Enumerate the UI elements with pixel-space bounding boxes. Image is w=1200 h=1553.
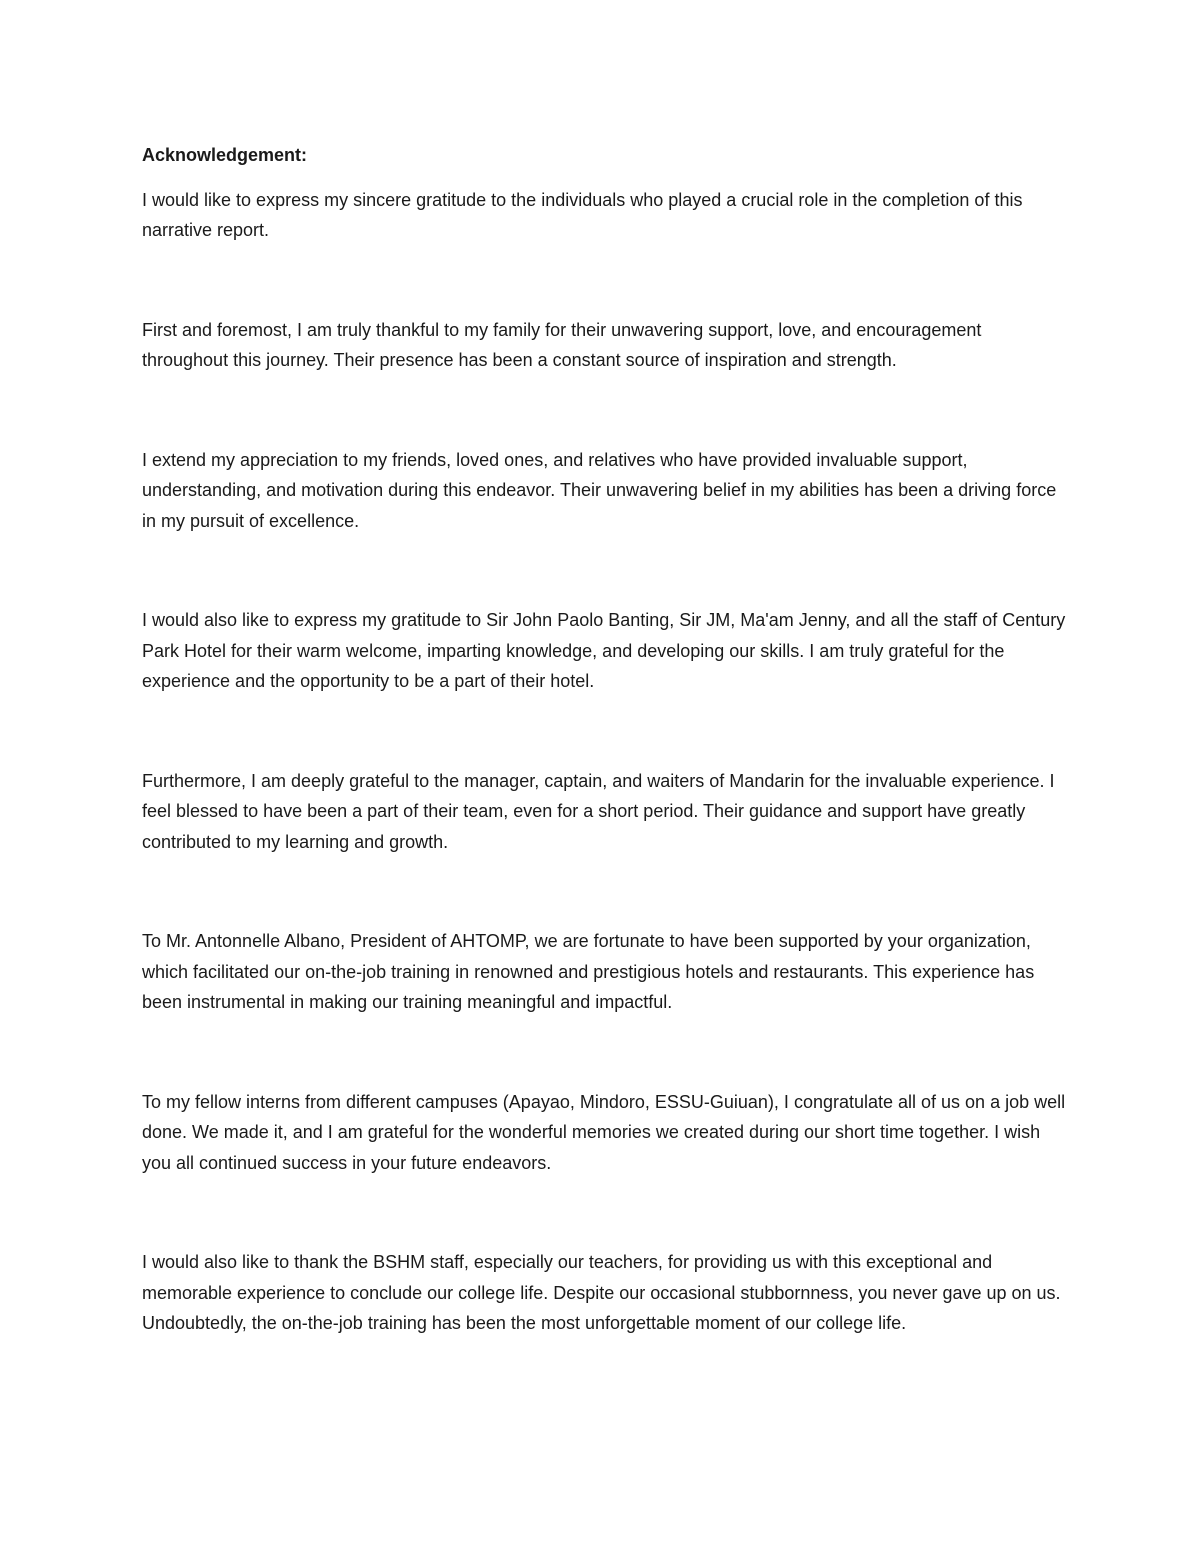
paragraph-mandarin: Furthermore, I am deeply grateful to the manager, captain, and waiters of Mandarin for the invaluable experience. I feel blessed to have been a part of their team, even for a short period. Their guidance and support have greatly contributed to my learning and growth.: [142, 770, 1055, 852]
document-body: [142, 140, 1067, 1339]
paragraph-family: First and foremost, I am truly thankful to my family for their unwavering support, love, and encouragement throughout this journey. Their presence has been a constant source of inspiration and strength.: [142, 319, 982, 370]
paragraph-intro: I would like to express my sincere gratitude to the individuals who played a crucial role in the completion of this narrative report.: [142, 189, 1023, 240]
paragraph-friends: I extend my appreciation to my friends, loved ones, and relatives who have provided invaluable support, understanding, and motivation during this endeavor. Their unwavering belief in my abilities has been a driving force in my pursuit of excellence.: [142, 449, 1057, 531]
paragraph-ahtomp: To Mr. Antonnelle Albano, President of AHTOMP, we are fortunate to have been supported by your organization, which facilitated our on-the-job training in renowned and prestigious hotels and restaurants. This experience has been instrumental in making our training meaningful and impactful.: [142, 931, 1035, 1012]
document-heading: Acknowledgement:: [142, 145, 308, 165]
paragraph-bshm: I would also like to thank the BSHM staff, especially our teachers, for providing us with this exceptional and memorable experience to conclude our college life. Despite our occasional stubbornness, you never gave up on us. Undoubtedly, the on-the-job training has been the most unforgettable moment of our college life.: [142, 1252, 1061, 1333]
paragraph-century-park: I would also like to express my gratitude to Sir John Paolo Banting, Sir JM, Ma'am Jenny, and all the staff of Century Park Hotel for their warm welcome, imparting knowledge, and developing our skills. I am truly grateful for the experience and the opportunity to be a part of their hotel.: [142, 610, 1066, 691]
paragraph-interns: To my fellow interns from different campuses (Apayao, Mindoro, ESSU-Guiuan), I congratulate all of us on a job well done. We made it, and I am grateful for the wonderful memories we created during our short time together. I wish you all continued success in your future endeavors.: [142, 1091, 1066, 1173]
